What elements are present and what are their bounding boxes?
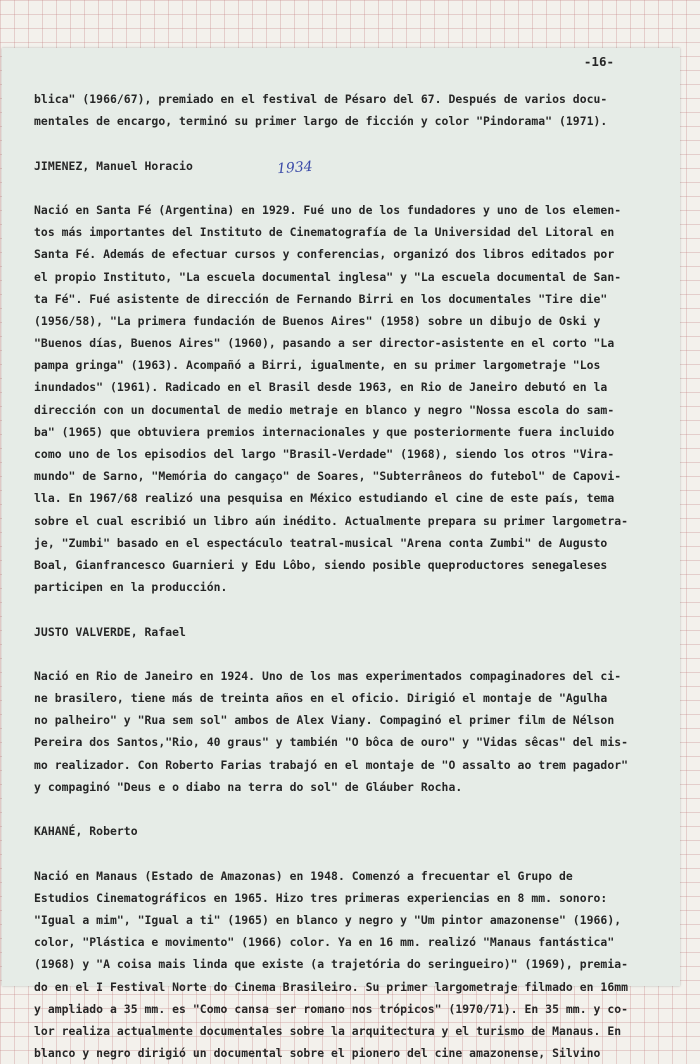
text-line: Pereira dos Santos,"Rio, 40 graus" y también "O bôca de ouro" y "Vidas sêcas" del mis- [34,735,629,750]
document-body [34,88,674,1064]
text-line: ne brasilero, tiene más de treinta años en el oficio. Dirigió el montaje de "Agulha [34,691,608,706]
text-line: blanco y negro dirigió un documental sobre el pionero del cine amazonense, Silvino [34,1046,601,1061]
section-gap [34,798,674,820]
text-line: lla. En 1967/68 realizó una pesquisa en México estudiando el cine de este país, tema [34,491,615,506]
text-line: pampa gringa" (1963). Acompañó a Birri, igualmente, en su primer largometraje "Los [34,358,601,373]
text-line: blica" (1966/67), premiado en el festival de Pésaro del 67. Después de varios docu- [34,92,608,106]
text-line: color, "Plástica e movimento" (1966) color. Ya en 16 mm. realizó "Manaus fantástica" [34,935,615,950]
text-line: lor realiza actualmente documentales sobre la arquitectura y el turismo de Manaus. En [34,1023,622,1038]
text-line: Estudios Cinematográficos en 1965. Hizo tres primeras experiencias en 8 mm. sonoro: [34,890,608,905]
page-number: -16- [583,54,614,69]
entry-heading: KAHANÉ, Roberto [34,824,138,839]
text-line: dirección con un documental de medio metraje en blanco y negro "Nossa escola do sam- [34,402,615,417]
text-line: "Igual a mim", "Igual a ti" (1965) en blanco y negro y "Um pintor amazonense" (1966), [34,912,622,927]
text-line: el propio Instituto, "La escuela documental inglesa" y "La escuela documental de San- [34,269,622,284]
text-line: ba" (1965) que obtuviera premios internacionales y que posteriormente fuera incluido [34,424,615,439]
text-line: je, "Zumbi" basado en el espectáculo teatral-musical "Arena conta Zumbi" de Augusto [34,535,608,550]
text-line: y ampliado a 35 mm. es "Como cansa ser romano nos trópicos" (1970/71). En 35 mm. y co- [34,1001,629,1016]
text-line: inundados" (1961). Radicado en el Brasil desde 1963, en Rio de Janeiro debutó en la [34,380,608,395]
section-gap [34,598,674,620]
text-line: (1968) y "A coisa mais linda que existe (a trajetória do seringueiro)" (1969), premia- [34,957,629,972]
entry-heading: JUSTO VALVERDE, Rafael [34,624,186,639]
text-line: "Buenos días, Buenos Aires" (1960), pasando a ser director-asistente en el corto "La [34,336,615,351]
heading-gap [34,842,674,864]
text-line: no palheiro" y "Rua sem sol" ambos de Alex Viany. Compaginó el primer film de Nélson [34,713,615,728]
text-line: Santa Fé. Además de efectuar cursos y conferencias, organizó dos libros editados por [34,247,615,262]
section-gap [34,132,674,154]
text-line: Nació en Manaus (Estado de Amazonas) en 1948. Comenzó a frecuentar el Grupo de [34,868,573,883]
text-line: Nació en Santa Fé (Argentina) en 1929. Fué uno de los fundadores y uno de los elemen- [34,202,622,217]
heading-gap [34,177,674,199]
text-line: como uno de los episodios del largo "Brasil-Verdade" (1968), siendo los otros "Vira- [34,447,615,461]
text-line: mentales de encargo, terminó su primer largo de ficción y color "Pindorama" (1971). [34,114,608,129]
text-line: mundo" de Sarno, "Memória do cangaço" de Soares, "Subterrâneos do futebol" de Capovi- [34,469,622,484]
text-line: (1956/58), "La primera fundación de Buenos Aires" (1958) sobre un dibujo de Oski y [34,313,601,328]
text-line: y compaginó "Deus e o diabo na terra do sol" de Gláuber Rocha. [34,779,463,794]
text-line: do en el I Festival Norte do Cinema Brasileiro. Su primer largometraje filmado en 16mm [34,979,629,994]
text-line: tos más importantes del Instituto de Cinematografía de la Universidad del Litoral en [34,225,615,240]
text-line: mo realizador. Con Roberto Farias trabajó en el montaje de "O assalto ao trem pagador" [34,757,629,772]
text-line: Boal, Gianfrancesco Guarnieri y Edu Lôbo, siendo posible queproductores senegaleses [34,557,608,572]
handwritten-note: 1934 [276,158,314,178]
text-line: ta Fé". Fué asistente de dirección de Fernando Birri en los documentales "Tire die" [34,291,608,306]
text-line: sobre el cual escribió un libro aún inédito. Actualmente prepara su primer largometra- [34,513,629,528]
document-page [2,48,680,1061]
heading-gap [34,643,674,665]
text-line: participen en la producción. [34,580,228,595]
entry-heading: JIMENEZ, Manuel Horacio [34,158,193,173]
text-line: Nació en Rio de Janeiro en 1924. Uno de los mas experimentados compaginadores del ci- [34,668,622,683]
